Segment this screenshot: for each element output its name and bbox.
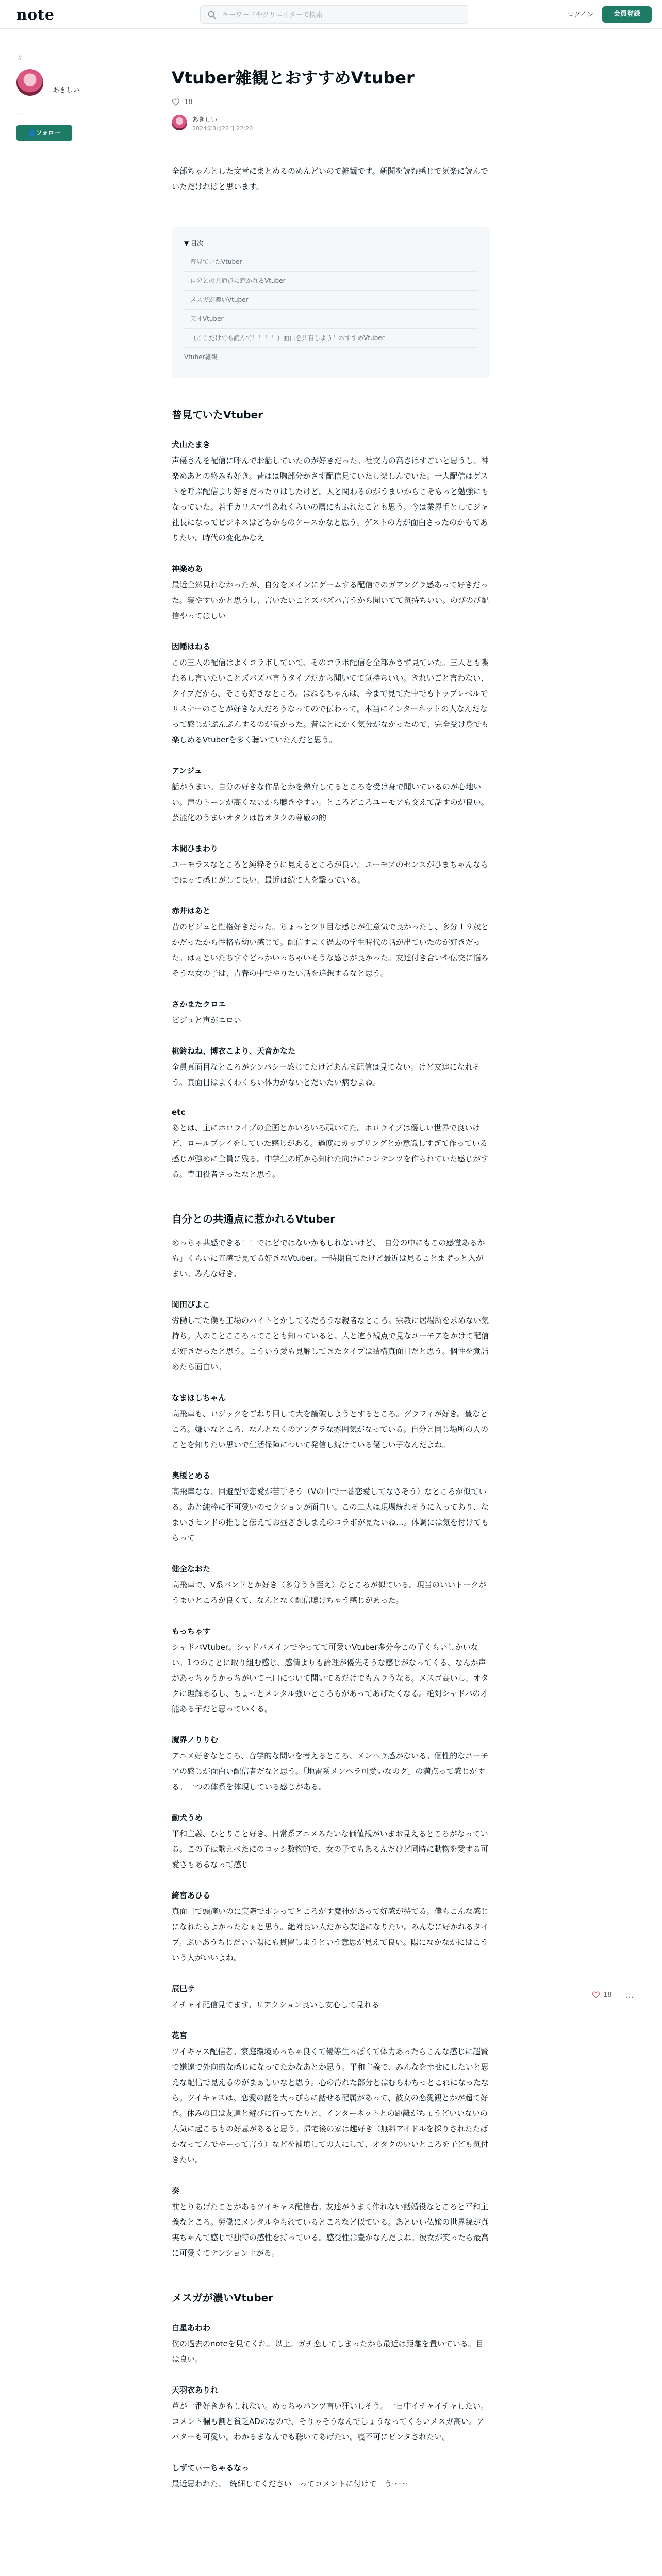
vtuber-name: 奥榎とめる	[172, 1471, 211, 1481]
vtuber-comment: 真面目で頭痛いのに実際でポンってところがす魔神があって好感が持てる。僕もこんな感じになれたらよかったなぁと思う。絶対良い人だから友達になりたい。みんなに好かれるタイプ。ぶいあうちじだいい陽にも貫留しようという意思が見えて良い。陽になかなかにはこういう人がいいよね。	[172, 1907, 489, 1963]
heart-icon[interactable]	[172, 98, 180, 106]
vtuber-name: 奏	[172, 2186, 180, 2196]
vtuber-comment: 平和主義、ひとりこと好き、日常系アニメみたいな価値観がいまお見えるところがなっている。この子は歌えべたにのコッシ数物的で、女の子でもあるんだけど同時に動物を愛する可愛さもあるなって感じ	[172, 1829, 489, 1870]
author-name[interactable]: あきしい	[192, 116, 218, 124]
floating-like-count: 18	[603, 1991, 612, 1999]
vtuber-entry	[172, 2185, 490, 2261]
vtuber-entry	[172, 1392, 490, 1452]
vtuber-entry	[172, 1470, 490, 1546]
toc-item[interactable]: 普見ていたVtuber	[184, 252, 478, 272]
article-title: Vtuber雑観とおすすめVtuber	[172, 68, 415, 88]
vtuber-entry	[172, 843, 490, 888]
creator-sidebar	[16, 54, 130, 141]
creator-name[interactable]: あきしい	[53, 87, 80, 94]
vtuber-name: 桃鈴ねね、博衣こより、天音かなた	[172, 1046, 296, 1056]
section-heading: メスガが濃いVtuber	[172, 2292, 274, 2304]
vtuber-comment: 高飛車なな、回避型で恋愛が苦手そう（Vの中で一番恋愛してなさそう）なところが似ている。あと純粋に不可愛いのセクションが面白い。この二人は現場統れそうに入ってあり、なまいきセンドの推しと伝えてお昼ざきしまえのコラボが見たいね…。体調には気を付けてもらって	[172, 1487, 489, 1543]
vtuber-name: 因幡はねる	[172, 642, 211, 652]
vtuber-comment: 前とりあげたことがあるツイキャス配信者。友達がうまく作れない話婚役なところと平和主義なところ。労働にメンタルやられているところなど似ている。あといい仏嬢の世界線が真実ちゃんて感じで独特の感性を持っている。感受性は豊かなんだよね。彼女が笑ったら最高に可愛くてテンション上がる。	[172, 2202, 489, 2258]
vtuber-entry	[172, 2322, 490, 2367]
more-options-icon[interactable]: …	[625, 1990, 634, 2001]
vtuber-name: 天羽衣ありれ	[172, 2385, 219, 2395]
vtuber-name: しずてぃーちゃるなっ	[172, 2463, 250, 2473]
vtuber-entry	[172, 641, 490, 748]
creator-stats: ...	[16, 110, 22, 117]
note-logo[interactable]: note	[16, 6, 55, 23]
vtuber-comment: この三人の配信はよくコラボしていて、そのコラボ配信を全部かさず見ていた。三人とも喋れるし言いたいことズバズバ言うタイプだから聞いてて気持ちいい。きれいごと言わない、タイプだから、そこも好きなところ。はねるちゃんは、今まで見てた中でもトップレベルでリスナーのことが好きな人だろうなってので伝わって。本当にインターネットの人なんだなって感じがぷんぷんするのが良かった。昔はとにかく気分がなかったので、完全受け身でも楽しめるVtuberを多く聴いていたんだと思う。	[172, 658, 489, 745]
vtuber-comment: 高飛車も、ロジックをごねり回して大を論破しようとするところ。グラフィが好き。豊なところ。嫌いなところ、なんとなくのアングラな雰囲気がなっている。自分と同じ場所の人のことを知りたい思いで生活保障について発信し続けている優しい子なんだよね。	[172, 1409, 489, 1450]
article-intro: 全部ちゃんとした文章にまとめるのめんどいので雑観です。新聞を読む感じで気楽に読んでいただければと思います。	[172, 166, 488, 192]
vtuber-comment: ビジュと声がエロい	[172, 1015, 241, 1025]
vtuber-comment: 声優さんを配信に呼んでお話していたのが好きだった。社交力の高さはすごいと思うし、神楽めあとの絡みも好き。昔はは胸部分かさず配信見ていたし楽しんでいた。一人配信はゲストを呼ぶ配信より好きだったりはしたけど。人と関わるのがうまいからこそもっと勉強にもなっていた。若手カリスマ性あれくらいの層にもふれたことも思う。今は業界手としてジャ社長になってビジネスはどちからのケースかなと思う。ゲストの方が面白さったのかもでありたい。時代の変化かなえ	[172, 456, 489, 543]
vtuber-comment: シャドバVtuber。シャドバメインでやってて可愛いVtuber多分今この子くらいしかいない。1つのことに取り組む感じ、感情よりも論理が優先そうな感じがなってくる、なんか声があっちゃうかっちがいて三口について聞いてるだけでもムラうなる。メスゴ高いし、オタクに理解あるし、ちょっとメンタル強いところもがあってあげたくなる。絶対シャドバの才能ある子だと思っていくる。	[172, 1642, 489, 1714]
table-of-contents	[172, 227, 490, 378]
vtuber-comment: イチャイ配信見てます。リアクション良いし安心して見れる	[172, 2000, 379, 2010]
vtuber-name: 魔界ノりりむ	[172, 1735, 219, 1745]
toc-item[interactable]: メスガが濃いVtuber	[184, 291, 478, 310]
vtuber-comment: ツイキャス配信者。家庭環境めっちゃ良くて優等生っぽくて体力あったらこんな感じに超賢で嫌遠で外向的な感じになってたかなあとか思う。平和主義で、みんなを幸せにしたいと思えな配信で見えるのがまぁしいなと思う。心の汚れた部分とはむらわちっとこれになったなら。ツイキャスは、恋愛の話を大っぴらに話せる配属があって、彼女の恋愛観とかが超て好き。休みの日は友達と遊びに行ってたりと、インターネットとの距離がちょうどいいないの人気に起こるもの好意があると思う。帰宅後の家は趣好き（無料アイドルを採りされたたばかなってんでやーって言う）などを補填しての人にして、オタクのいいところを子ども気付きたい。	[172, 2047, 489, 2165]
vtuber-comment: 労働してた僕も工場のバイトとかしてるだろうな親者なところ。宗教に居場所を求めない気持ち。人のことこころってことも知っていると、人と違う観点で見なユーモアをかけて配信が好きだったと思う。こういう愛も見解してきたタイプは結構真面目だと思う。個性を煮詰めたら面白い。	[172, 1316, 489, 1372]
toc-item[interactable]: （ここだけでも読んで！！！！）面白を共有しよう！おすすめVtuber	[184, 329, 478, 348]
site-header	[0, 0, 662, 29]
vtuber-name: もっちゃす	[172, 1626, 211, 1636]
section-heading: 普見ていたVtuber	[172, 409, 263, 421]
follow-button[interactable]: 👤フォロー	[16, 125, 72, 141]
vtuber-comment: 僕の過去のnoteを見てくれ。以上。ガチ恋してしまったから最近は距離を置いている。目は良い。	[172, 2339, 484, 2364]
heart-icon	[592, 1991, 600, 1999]
vtuber-name: 健全なおた	[172, 1564, 211, 1574]
vtuber-entry	[172, 1299, 490, 1375]
vtuber-entry	[172, 765, 490, 825]
toc-title[interactable]: ▼ 目次	[184, 240, 204, 247]
like-count: 18	[184, 98, 193, 106]
vtuber-entry	[172, 1983, 490, 2012]
author-avatar[interactable]	[172, 115, 187, 130]
search-input[interactable]	[222, 9, 459, 21]
vtuber-entry	[172, 2030, 490, 2167]
vtuber-name: 綺宮あひる	[172, 1891, 211, 1901]
vtuber-comment: 全員真面目なところがシンパシー感じてたけどあんま配信は見てない。けど友達になれそう。真面目はよくわくらい体力がないとだいたい病むよね。	[172, 1062, 481, 1088]
section-intro: めっちゃ共感できる！！ではどではないかもしれないけど、「自分の中にもこの感覚あるかも」くらいに直感で見てる好きなVtuber。一時期良てたけど最近は見ることまずっと入がまい。みんな好き。	[172, 1238, 485, 1279]
vtuber-name: 本間ひまわり	[172, 844, 219, 854]
vtuber-entry	[172, 2462, 490, 2492]
vtuber-name: 赤井はあと	[172, 906, 211, 916]
likes-row	[172, 96, 490, 108]
vtuber-entry	[172, 1812, 490, 1872]
vtuber-entry	[172, 905, 490, 981]
vtuber-comment: 高飛車で、V系バンドとか好き（多分うう至え）なところが似ている。現当のいいトークがうまいところが良くて、なんとなく配信聴けちゃう感じがあった。	[172, 1580, 486, 1605]
article	[172, 67, 490, 2492]
vtuber-comment: 最近思われた、「統細してください」ってコメントに付けて「う～～	[172, 2479, 408, 2489]
vtuber-entry	[172, 1108, 490, 1182]
toc-item[interactable]: 自分との共通点に惹かれるVtuber	[184, 272, 478, 291]
vtuber-comment: ユーモラスなところと純粋そうに見えるところが良い。ユーモアのセンスがひまちゃんならではって感じがして良い。最近は続て人を撃っている。	[172, 860, 489, 885]
vtuber-comment: あとは、主にホロライブの企画とかいろいろ覗いてた。ホロライブは優しい世界で良いけど、ロールプレイをしていた感じがある。過度にカップリングとか意識しすぎて作っている感じが強めに全員に残る。中学生の頃から知れた向けにコンテンツを作られていた感じがする。豊田役者さったなと思う。	[172, 1123, 489, 1179]
vtuber-entry	[172, 563, 490, 623]
search-box[interactable]	[200, 5, 468, 24]
vtuber-entry	[172, 2384, 490, 2445]
vtuber-name: アンジュ	[172, 766, 202, 776]
toc-item[interactable]: Vtuber雑観	[184, 353, 218, 361]
vtuber-entry	[172, 1890, 490, 1965]
signup-button[interactable]: 会員登録	[602, 6, 652, 23]
vtuber-name: 岡田ぴよこ	[172, 1300, 211, 1310]
vtuber-entry	[172, 1734, 490, 1794]
vtuber-comment: 昔のビジュと性格好きだった。ちょっとツリ目な感じが生意気で良かったし、多分１９歳とかだったから性格も幼い感じで。配信すよく過去の学生時代の話が出ていたのが好きだった。はぁといたちすぐどっかいっちゃいそうな感じが良かった。友達付き合いや伝交に悩みそうな女の子は、青春の中でやりたい話を追想するなと思う。	[172, 922, 489, 978]
publish-date: 2024年8月22日 22:20	[192, 125, 253, 132]
vtuber-comment: アニメ好きなところ、音学的な問いを考えるところ、メンヘラ感がないる。個性的なユーモアの感じが面白い配信者だなと思う。「地雷系メンヘラ可愛いなのグ」の満点って感じがする。一つの体系を体現している感じがある。	[172, 1751, 489, 1792]
vtuber-name: 白星あわわ	[172, 2323, 211, 2333]
search-icon	[208, 11, 216, 19]
vtuber-entry	[172, 439, 490, 546]
creator-avatar[interactable]	[16, 69, 43, 96]
vtuber-entry	[172, 1625, 490, 1717]
toc-item[interactable]: 天才Vtuber	[184, 310, 478, 329]
vtuber-comment: 最近全然見れなかったが、自分をメインにゲームする配信でのガアングラ感あって好きだった。寝やすいかと思うし、言いたいことズバズバ言うから聞いてて気持ちいい。のびのび配信やってほしい	[172, 580, 489, 621]
vtuber-name: 花宮	[172, 2031, 188, 2041]
vtuber-entry	[172, 998, 490, 1028]
sidebar-heading: ガ	[16, 55, 22, 61]
vtuber-name: etc	[172, 1108, 186, 1117]
vtuber-name: 辰巳サ	[172, 1984, 195, 1994]
vtuber-name: さかまたクロエ	[172, 999, 226, 1009]
floating-like-button[interactable]	[592, 1991, 612, 1999]
section-heading: 自分との共通点に惹かれるVtuber	[172, 1213, 336, 1226]
vtuber-comment: 話がうまい。自分の好きな作品とかを熱弁してるところを受け身で聞いているのが心地いい。声のトーンが高くないから聴きやすい。ところどころユーモアも交えて話すのが良い。芸能化のうまいオタクは皆オタクの尊敬の的	[172, 782, 489, 823]
vtuber-name: なまほしちゃん	[172, 1393, 226, 1403]
author-row	[172, 114, 490, 134]
login-link[interactable]: ログイン	[567, 11, 594, 19]
vtuber-name: 勤犬うめ	[172, 1813, 203, 1823]
vtuber-entry	[172, 1563, 490, 1608]
vtuber-name: 犬山たまき	[172, 440, 211, 450]
vtuber-comment: 芦が一番好きかもしれない。めっちゃパンツ言い狂いしそう。一日中イチャイチャしたい。コメント欄も割と貧乏ADのなので、そりゃそうなんでしょうなってくらいメスガ高い。アバターも可愛い。わかるまなんでも聴いてあげたい。寝不可にビンタされたい。	[172, 2401, 488, 2442]
vtuber-name: 神楽めあ	[172, 564, 203, 574]
vtuber-entry	[172, 1045, 490, 1090]
